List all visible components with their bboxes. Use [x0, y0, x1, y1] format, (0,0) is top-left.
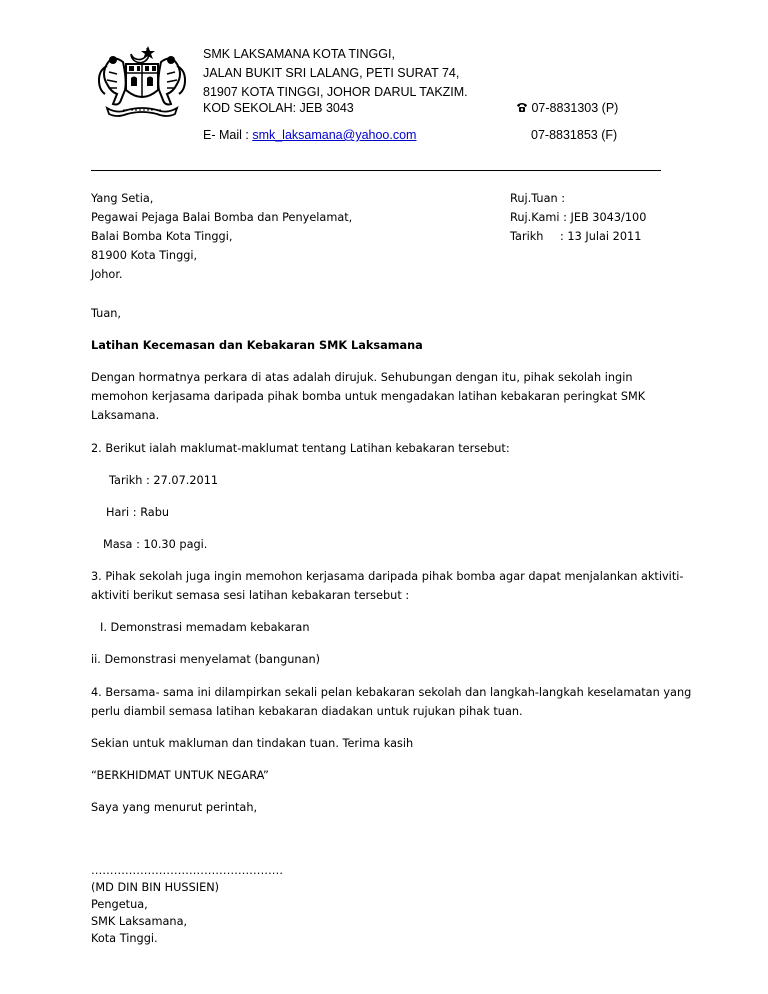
- recipient-line-1: Yang Setia,: [91, 192, 154, 205]
- closing-line: Sekian untuk makluman dan tindakan tuan. Terima kasih: [91, 737, 414, 750]
- recipient-line-2: Pegawai Pejaga Balai Bomba dan Penyelamat,: [91, 211, 353, 224]
- detail-hari: Hari : Rabu: [106, 506, 170, 519]
- point-3-line-1: 3. Pihak sekolah juga ingin memohon kerjasama daripada pihak bomba agar dapat menjalankan aktiviti-: [91, 570, 684, 583]
- point-3-line-2: aktiviti berikut semasa sesi latihan kebakaran tersebut :: [91, 589, 410, 602]
- sign-off: Saya yang menurut perintah,: [91, 801, 258, 814]
- ref-ruj-kami: Ruj.Kami : JEB 3043/100: [510, 211, 647, 224]
- intro-line-2: memohon kerjasama daripada pihak bomba untuk mengadakan latihan kebakaran peringkat SMK: [91, 390, 646, 403]
- recipient-line-4: 81900 Kota Tinggi,: [91, 249, 198, 262]
- email-label: E- Mail :: [203, 128, 253, 142]
- email-link[interactable]: smk_laksamana@yahoo.com: [252, 128, 417, 142]
- coat-of-arms-icon: [93, 42, 191, 120]
- point-2: 2. Berikut ialah maklumat-maklumat tentang Latihan kebakaran tersebut:: [91, 442, 510, 455]
- salutation: Tuan,: [91, 307, 122, 320]
- signatory-title: Pengetua,: [91, 898, 148, 911]
- motto: “BERKHIDMAT UNTUK NEGARA”: [91, 769, 269, 782]
- activity-1: I. Demonstrasi memadam kebakaran: [100, 621, 310, 634]
- ref-ruj-tuan: Ruj.Tuan :: [510, 192, 566, 205]
- signature-line: ……………………………………………: [91, 864, 284, 877]
- ref-tarikh-label: Tarikh: [510, 230, 544, 243]
- intro-line-1: Dengan hormatnya perkara di atas adalah dirujuk. Sehubungan dengan itu, pihak sekolah ingin: [91, 371, 633, 384]
- phone-line: [516, 99, 618, 118]
- ref-tarikh-value: : 13 Julai 2011: [560, 230, 642, 243]
- address-line-2: 81907 KOTA TINGGI, JOHOR DARUL TAKZIM.: [203, 85, 468, 99]
- detail-tarikh: Tarikh : 27.07.2011: [109, 474, 219, 487]
- recipient-line-5: Johor.: [91, 268, 123, 281]
- signatory-town: Kota Tinggi.: [91, 932, 158, 945]
- subject-line: Latihan Kecemasan dan Kebakaran SMK Laksamana: [91, 339, 423, 352]
- fax-number: 07-8831853 (F): [531, 128, 618, 142]
- school-name-line: SMK LAKSAMANA KOTA TINGGI,: [203, 47, 395, 61]
- school-code-line: KOD SEKOLAH: JEB 3043: [203, 101, 354, 115]
- header-divider: [91, 170, 661, 171]
- detail-masa: Masa : 10.30 pagi.: [103, 538, 208, 551]
- email-line: [203, 126, 416, 145]
- signatory-name: (MD DIN BIN HUSSIEN): [91, 881, 220, 894]
- recipient-line-3: Balai Bomba Kota Tinggi,: [91, 230, 233, 243]
- point-4-line-2: perlu diambil semasa latihan kebakaran diadakan untuk rujukan pihak tuan.: [91, 705, 523, 718]
- phone-number: 07-8831303 (P): [531, 101, 619, 115]
- signatory-school: SMK Laksamana,: [91, 915, 188, 928]
- intro-line-3: Laksamana.: [91, 409, 160, 422]
- telephone-icon: [516, 102, 528, 113]
- point-4-line-1: 4. Bersama- sama ini dilampirkan sekali pelan kebakaran sekolah dan langkah-langkah keselamatan yang: [91, 686, 692, 699]
- address-line-1: JALAN BUKIT SRI LALANG, PETI SURAT 74,: [203, 66, 460, 80]
- activity-2: ii. Demonstrasi menyelamat (bangunan): [91, 653, 321, 666]
